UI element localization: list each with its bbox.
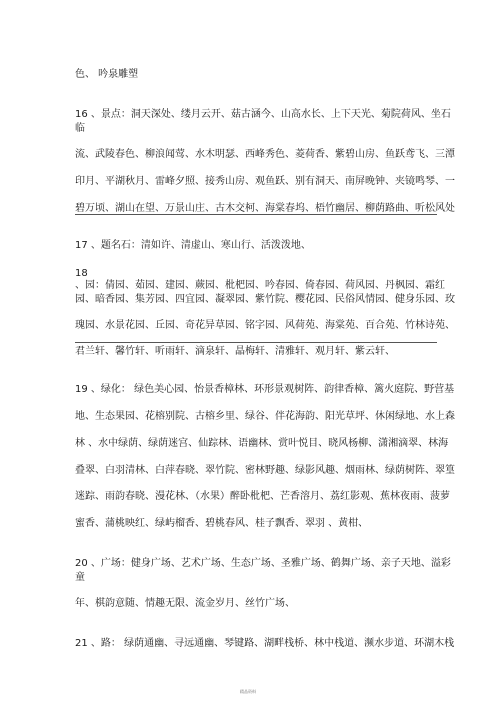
text-line-6: 碧万顷、湖山在望、万景山庄、古木交柯、海棠春坞、梧竹幽居、柳荫路曲、听松风处 <box>75 203 455 214</box>
text-line-17: 迷踪、雨韵春晓、漫花林、（水果）醉卧枇杷、芒香溶月、荔红影观、蕉林夜雨、菠萝 <box>75 491 450 502</box>
text-line-2: 16 、景点：洞天深处、缕月云开、菇古涵今、山高水长、上下天光、菊院荷风、坐石 <box>75 109 451 120</box>
divider-rule <box>75 214 437 215</box>
text-line-10: 园、暗香园、集芳园、四宜园、凝翠园、紫竹院、樱花园、民俗风情园、健身乐园、玫 <box>75 294 455 305</box>
page-footer-label: 精品资料 <box>240 689 256 694</box>
text-line-3: 临 <box>75 123 85 134</box>
text-line-12: 君兰轩、馨竹轩、听雨轩、滴泉轩、晶梅轩、清雅轩、观月轩、紫云轩、 <box>75 346 395 357</box>
divider-rule <box>75 342 437 343</box>
text-line-1: 色、 吟泉雕塑 <box>75 69 139 80</box>
text-line-4: 流、武陵春色、柳浪闻莺、水木明瑟、西峰秀色、菱荷香、紫碧山房、鱼跃鸢飞、三潭 <box>75 149 455 160</box>
text-line-22: 21 、路： 绿荫通幽、寻远通幽、琴键路、湖畔栈桥、林中栈道、濒水步道、环湖木栈 <box>75 638 455 649</box>
text-line-8: 18 <box>75 268 88 279</box>
text-line-19: 20 、广场：健身广场、艺术广场、生态广场、圣雅广场、鹤舞广场、亲子天地、溢彩 <box>75 558 451 569</box>
text-line-21: 年、棋韵意随、情趣无限、流金岁月、丝竹广场、 <box>75 598 295 609</box>
text-line-15: 林 、水中绿荫、绿荫迷宫、仙踪林、语幽林、赏叶悦目、晓风杨柳、潇湘滴翠、林海 <box>75 438 449 449</box>
text-line-5: 印月、平湖秋月、雷峰夕照、接秀山房、观鱼跃、别有洞天、南屏晚钟、夹镜鸣琴、一 <box>75 176 455 187</box>
text-line-18: 蜜香、蒲桃映红、绿屿榴香、碧桃春风、桂子飘香、翠羽 、黄柑、 <box>75 518 369 529</box>
text-line-14: 地、生态果园、花榕别院、古榕乡里、绿谷、伴花海韵、阳光草坪、休闲绿地、水上森 <box>75 411 455 422</box>
text-line-13: 19 、绿化： 绿色美心园、怡景香樟林、环形景观树阵、韵律香樟、篱火庭院、野营基 <box>75 384 455 395</box>
text-line-11: 瑰园、水景花园、丘园、奇花异草园、铭字园、风荷苑、海棠苑、百合苑、竹林诗苑、 <box>75 320 455 331</box>
text-line-16: 叠翠、白羽清林、白萍春晓、翠竹院、密林野趣、绿影风趣、烟雨林、绿荫树阵、翠篁 <box>75 465 455 476</box>
text-line-9: 、园：倩园、茹园、建园、蕨园、枇杷园、吟春园、倚春园、荷风园、丹枫园、霜红 <box>75 280 445 291</box>
text-line-7: 17 、题名石：清如许、清虚山、寒山行、活泼泼地、 <box>75 240 311 251</box>
text-line-20: 童 <box>75 572 85 583</box>
